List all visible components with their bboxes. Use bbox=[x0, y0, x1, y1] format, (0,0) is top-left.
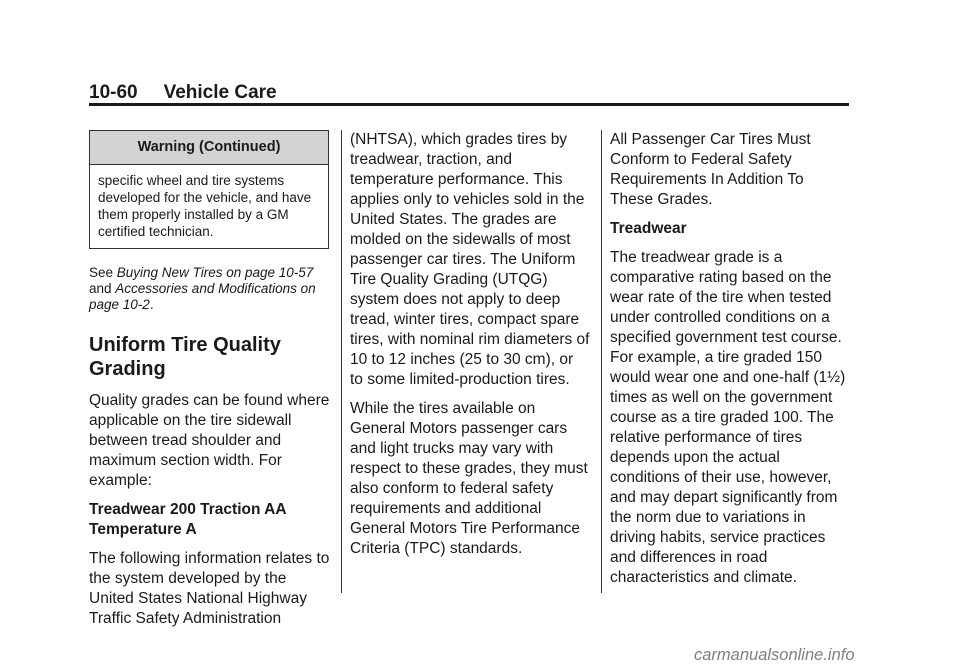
grade-example: Treadwear 200 Traction AA Temperature A bbox=[89, 501, 286, 538]
header-text bbox=[89, 82, 849, 104]
column-3 bbox=[610, 130, 850, 597]
watermark: carmanualsonline.info bbox=[694, 646, 855, 664]
header-rule bbox=[89, 103, 849, 106]
column-1 bbox=[89, 130, 333, 638]
see-end: . bbox=[149, 297, 154, 312]
page-header bbox=[89, 82, 849, 104]
warning-body: specific wheel and tire systems developed for the vehicle, and have them properly installed by a GM certified technician. bbox=[98, 173, 312, 239]
warning-title: Warning (Continued) bbox=[90, 131, 328, 165]
intro-paragraph: Quality grades can be found where applicable on the tire sidewall between tread shoulder and maximum section width. For example: bbox=[89, 392, 330, 489]
see-reference bbox=[89, 265, 333, 313]
page-number: 10-60 bbox=[89, 82, 138, 103]
column-2 bbox=[350, 130, 590, 568]
nhtsa-paragraph: The following information relates to the system developed by the United States National Highway Traffic Safety Administration bbox=[89, 550, 330, 627]
treadwear-heading: Treadwear bbox=[610, 220, 687, 237]
warning-box bbox=[89, 130, 329, 249]
column-divider-left bbox=[341, 130, 342, 593]
federal-requirements-paragraph: All Passenger Car Tires Must Conform to Federal Safety Requirements In Addition To These Grades. bbox=[610, 131, 811, 208]
nhtsa-paragraph-continued: (NHTSA), which grades tires by treadwear, traction, and temperature performance. This applies only to vehicles sold in the United States. The grades are molded on the sidewalls of most passenger car tires. The Uniform Tire Quality Grading (UTQG) system does not apply to deep tread, winter tires, compact spare tires, with nominal rim diameters of 10 to 12 inches (25 to 30 cm), or to some limited-production tires. bbox=[350, 131, 590, 388]
see-mid: and bbox=[89, 281, 116, 296]
treadwear-body: The treadwear grade is a comparative rating based on the wear rate of the tire when tested under controlled conditions on a specified government test course. For example, a tire graded 150 would wear one and one-half (1½) times as well on the government course as a tire graded 100. The relative performance of tires depends upon the actual conditions of their use, however, and may depart significantly from the norm due to variations in driving habits, service practices and differences in road characteristics and climate. bbox=[610, 249, 846, 586]
see-link-buying-new-tires[interactable]: Buying New Tires on page 10-57 bbox=[116, 265, 314, 280]
section-title: Uniform Tire Quality Grading bbox=[89, 334, 281, 380]
section-name: Vehicle Care bbox=[163, 82, 277, 103]
gm-tires-paragraph: While the tires available on General Motors passenger cars and light trucks may vary with respect to these grades, they must also conform to federal safety requirements and additional General Motors Tire Performance Criteria (TPC) standards. bbox=[350, 400, 588, 557]
column-divider-right bbox=[601, 130, 602, 593]
see-link-accessories[interactable]: Accessories and Modifications on page 10-2 bbox=[89, 281, 316, 312]
see-prefix: See bbox=[89, 265, 117, 280]
